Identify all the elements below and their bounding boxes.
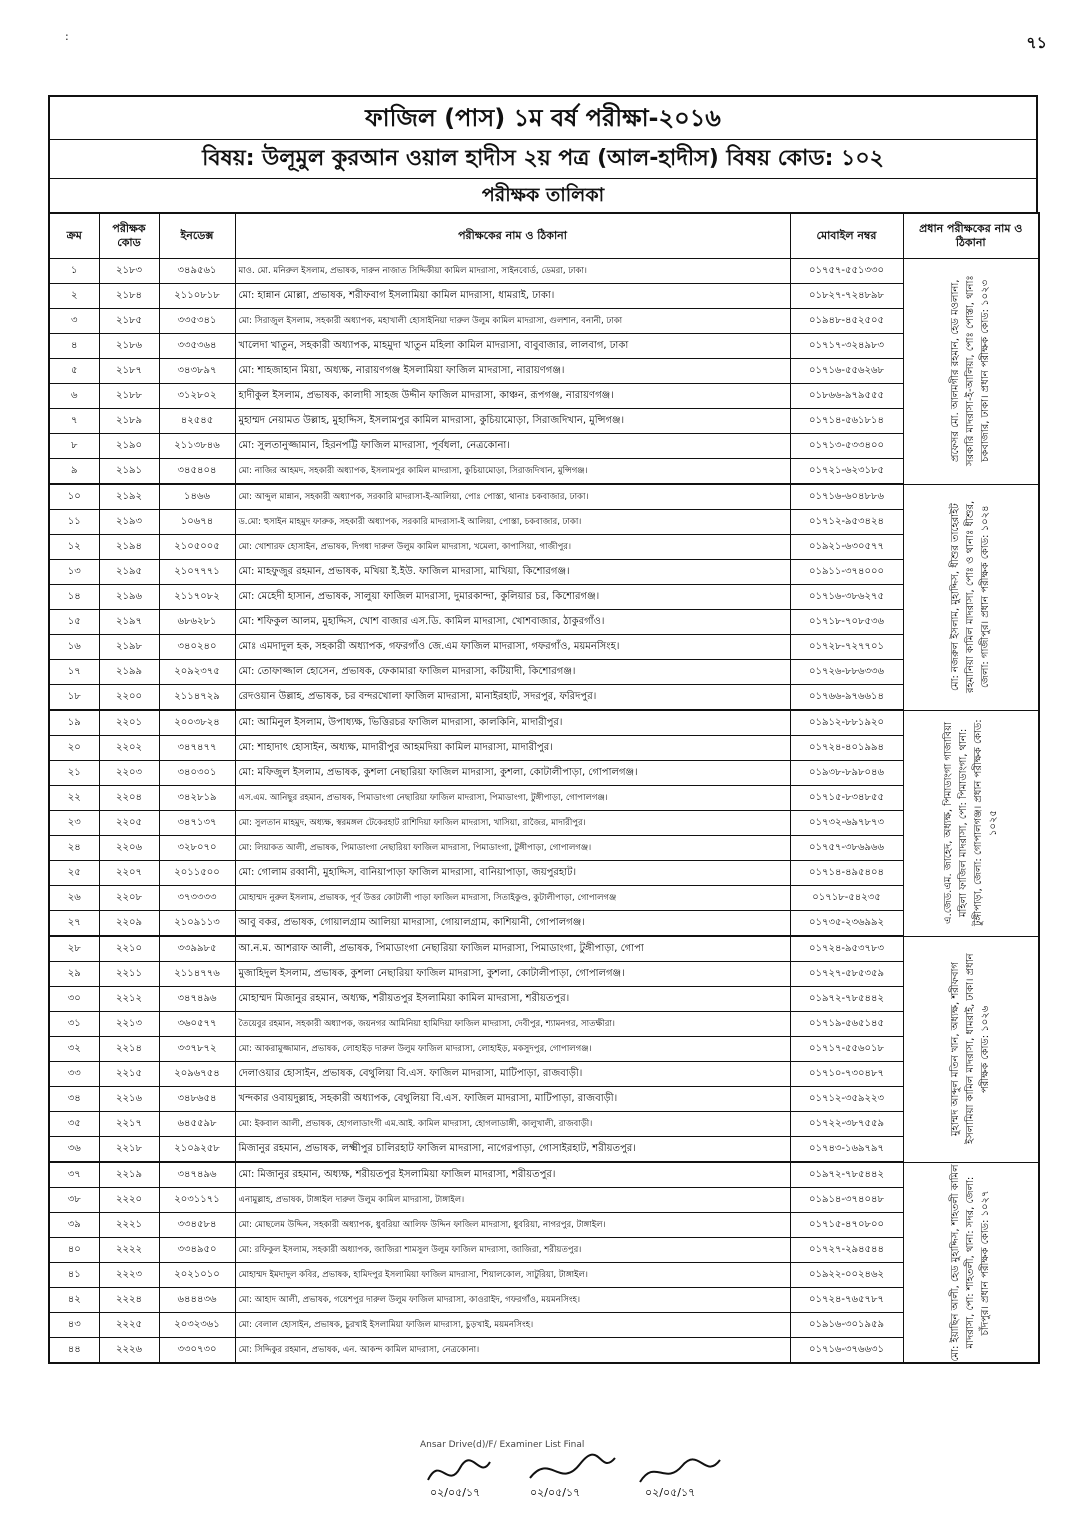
- cell-name-address: মো: শফিকুল আলম, মুহাদ্দিস, খোশ বাজার এস.ডি. কামিল মাদরাসা, খোশবাজার, ঠাকুরগাঁও।: [235, 610, 790, 635]
- signature-date-3: ০২/০৫/১৭: [645, 1486, 696, 1499]
- cell-serial: ২০: [49, 736, 99, 761]
- table-row: [49, 510, 1039, 535]
- cell-mobile: ০১৭৩২-৬৯৭৮৭৩: [790, 811, 903, 836]
- cell-serial: ৩১: [49, 1012, 99, 1037]
- exam-title: ফাজিল (পাস) ১ম বর্ষ পরীক্ষা-২০১৬: [50, 97, 1036, 140]
- cell-name-address: মো: সুলতান মাহমুদ, অধ্যক্ষ, স্বরমঙ্গল টেকেরহাট রাশিদিয়া ফাজিল মাদরাসা, খাসিয়া, রাজৈর, মাদারীপুর।: [235, 811, 790, 836]
- cell-name-address: মো: সিদ্দিকুর রহমান, প্রভাষক, এন. আকন্দ কামিল মাদরাসা, নেত্রকোনা।: [235, 1338, 790, 1364]
- cell-mobile: ০১৭১৮-৫৪২৩৫: [790, 886, 903, 911]
- table-row: [49, 484, 1039, 510]
- table-row: [49, 936, 1039, 962]
- table-row: [49, 836, 1039, 861]
- cell-mobile: ০১৯২২-০০২৪৬২: [790, 1263, 903, 1288]
- table-row: [49, 384, 1039, 409]
- cell-examiner-code: ২২০৯: [99, 911, 159, 937]
- table-row: [49, 811, 1039, 836]
- cell-name-address: দেলাওয়ার হোসাইন, প্রভাষক, বেথুলিয়া বি.এস. ফাজিল মাদরাসা, মাটিপাড়া, রাজবাড়ী।: [235, 1062, 790, 1087]
- cell-index: ২১১৪৭৭৬: [159, 962, 235, 987]
- cell-mobile: ০১৭২২-৩৮৭৫৫৯: [790, 1112, 903, 1137]
- cell-index: ১০৬৭৪: [159, 510, 235, 535]
- cell-serial: ২৩: [49, 811, 99, 836]
- table-row: [49, 710, 1039, 736]
- cell-serial: ১২: [49, 535, 99, 560]
- table-row: [49, 987, 1039, 1012]
- cell-name-address: মো: তোফাজ্জাল হোসেন, প্রভাষক, ফেকামারা ফাজিল মাদরাসা, কটিয়াদী, কিশোরগঞ্জ।: [235, 660, 790, 685]
- head-examiner-text: এ.জেড.এম. জাহেদ, অধ্যক্ষ, পিমাডাংগা গাজাবিয়া মহিলা ফাজিল মাদরাসা, পো: পিমাডাংগা, থানা: টুঙ্গীপাড়া, জেলা: গোপালগঞ্জ। প্রধান পরীক্ষক কোড: ১০২৫: [942, 719, 999, 927]
- cell-name-address: মো: হান্নান মোল্লা, প্রভাষক, শরীফবাগ ইসলামিয়া কামিল মাদরাসা, ধামরাই, ঢাকা।: [235, 284, 790, 309]
- table-row: [49, 409, 1039, 434]
- cell-index: ৩৪৭৪৭৭: [159, 736, 235, 761]
- cell-examiner-code: ২১৮৭: [99, 359, 159, 384]
- table-row: [49, 635, 1039, 660]
- table-row: [49, 434, 1039, 459]
- table-body: [49, 259, 1039, 1364]
- cell-mobile: ০১৯১৪-৩৭৪০৪৮: [790, 1188, 903, 1213]
- cell-serial: ৫: [49, 359, 99, 384]
- cell-name-address: মোহাম্মদ নুরুল ইসলাম, প্রভাষক, পূর্ব উত্তর কোটালী পাড়া ফাজিল মাদরাসা, সিতাইকুণ্ড, কুটালীপাড়া, গোপালগঞ্জ: [235, 886, 790, 911]
- cell-mobile: ০১৭৬৬-৯৭৬৬১৪: [790, 685, 903, 711]
- cell-serial: ২৫: [49, 861, 99, 886]
- table-row: [49, 1288, 1039, 1313]
- cell-serial: ১০: [49, 484, 99, 510]
- cell-mobile: ০১৯৭২-৭৮৫৪৪২: [790, 987, 903, 1012]
- cell-examiner-code: ২২২০: [99, 1188, 159, 1213]
- cell-name-address: মো: নাজির আহমদ, সহকারী অধ্যাপক, ইসলামপুর কামিল মাদরাসা, কুচিয়ামোড়া, সিরাজদিখান, মুন্সিগঞ্জ।: [235, 459, 790, 485]
- cell-name-address: মো: মাহফুজুর রহমান, প্রভাষক, মখিয়া ই.ইউ. ফাজিল মাদরাসা, মাখিয়া, কিশোরগঞ্জ।: [235, 560, 790, 585]
- cell-serial: ৩৪: [49, 1087, 99, 1112]
- cell-mobile: ০১৭৪৩-১৬৯৭৯৭: [790, 1137, 903, 1163]
- cell-serial: ৭: [49, 409, 99, 434]
- cell-serial: ২: [49, 284, 99, 309]
- table-row: [49, 1263, 1039, 1288]
- cell-mobile: ০১৭২১-৬২৩১৮৫: [790, 459, 903, 485]
- cell-index: ২০৩২৩৬১: [159, 1313, 235, 1338]
- cell-index: ৬৮৬২৮১: [159, 610, 235, 635]
- cell-index: ২১১০৮১৮: [159, 284, 235, 309]
- cell-examiner-code: ২২২২: [99, 1238, 159, 1263]
- cell-serial: ১১: [49, 510, 99, 535]
- cell-serial: ৪২: [49, 1288, 99, 1313]
- cell-examiner-code: ২১৮৮: [99, 384, 159, 409]
- signature-date-1: ০২/০৫/১৭: [430, 1486, 481, 1499]
- cell-name-address: এনামুল্লাহ, প্রভাষক, টাঙ্গাইল দারুল উলুম কামিল মাদরাসা, টাঙ্গাইল।: [235, 1188, 790, 1213]
- signature-date-2: ০২/০৫/১৭: [530, 1486, 581, 1499]
- cell-examiner-code: ২২২৪: [99, 1288, 159, 1313]
- cell-examiner-code: ২২১০: [99, 936, 159, 962]
- cell-examiner-code: ২২০৭: [99, 861, 159, 886]
- cell-examiner-code: ২২১৩: [99, 1012, 159, 1037]
- header-index: ইনডেক্স: [159, 213, 235, 259]
- cell-serial: ৩৮: [49, 1188, 99, 1213]
- cell-index: ৩৩৪৫৮৪: [159, 1213, 235, 1238]
- header-name-address: পরীক্ষকের নাম ও ঠিকানা: [235, 213, 790, 259]
- cell-name-address: মো: লিয়াকত আলী, প্রভাষক, পিমাডাংগা নেছারিয়া ফাজিল মাদরাসা, পিমাডাংগা, টুঙ্গীপাড়া, গোপালগঞ্জ।: [235, 836, 790, 861]
- cell-serial: ৪৪: [49, 1338, 99, 1364]
- table-row: [49, 1062, 1039, 1087]
- cell-examiner-code: ২২০৪: [99, 786, 159, 811]
- header-examiner-code: পরীক্ষক কোড: [99, 213, 159, 259]
- cell-name-address: মো: মেহেদী হাসান, প্রভাষক, সালুয়া ফাজিল মাদরাসা, দুমারকান্দা, কুলিয়ার চর, কিশোরগঞ্জ।: [235, 585, 790, 610]
- cell-examiner-code: ২২০০: [99, 685, 159, 711]
- cell-examiner-code: ২২০৬: [99, 836, 159, 861]
- cell-name-address: মো: রফিকুল ইসলাম, সহকারী অধ্যাপক, জাজিরা শামসুল উলুম ফাজিল মাদরাসা, জাজিরা, শরীয়তপুর।: [235, 1238, 790, 1263]
- table-row: [49, 610, 1039, 635]
- cell-mobile: ০১৭২৭-৫৮৫৩৫৯: [790, 962, 903, 987]
- cell-examiner-code: ২২০২: [99, 736, 159, 761]
- cell-examiner-code: ২১৮৪: [99, 284, 159, 309]
- cell-serial: ১৬: [49, 635, 99, 660]
- cell-index: ৩৪৩৮৯৭: [159, 359, 235, 384]
- cell-index: ৬৪৪৪৩৬: [159, 1288, 235, 1313]
- table-row: [49, 685, 1039, 711]
- cell-serial: ২৪: [49, 836, 99, 861]
- cell-examiner-code: ২২১২: [99, 987, 159, 1012]
- cell-name-address: মো: গোলাম রব্বানী, মুহাদ্দিস, বানিয়াপাড়া ফাজিল মাদরাসা, বানিয়াপাড়া, জয়পুরহাট।: [235, 861, 790, 886]
- table-row: [49, 761, 1039, 786]
- footer-note: Ansar Drive(d)/F/ Examiner List Final: [420, 1440, 585, 1450]
- cell-mobile: ০১৭১৫-৮৩৪৮৫৫: [790, 786, 903, 811]
- cell-name-address: মোঃ এমদাদুল হক, সহকারী অধ্যাপক, গফরগাঁও জে.এম ফাজিল মাদরাসা, গফরগাঁও, ময়মনসিংহ।: [235, 635, 790, 660]
- title-box: [48, 95, 1038, 212]
- cell-examiner-code: ২১৯২: [99, 484, 159, 510]
- cell-examiner-code: ২২০৩: [99, 761, 159, 786]
- cell-index: ৩৩০৭৩০: [159, 1338, 235, 1364]
- subject-line: বিষয়: উলূমুল কুরআন ওয়াল হাদীস ২য় পত্র (আল-হাদীস) বিষয় কোড: ১০২: [50, 140, 1036, 179]
- cell-mobile: ০১৯৭২-৭৮৫৪৪২: [790, 1162, 903, 1188]
- cell-examiner-code: ২১৮৩: [99, 259, 159, 284]
- cell-mobile: ০১৭১৬-৩৭৬৬৩১: [790, 1338, 903, 1364]
- cell-index: ৩৪০২৪০: [159, 635, 235, 660]
- cell-serial: ১: [49, 259, 99, 284]
- cell-serial: ৬: [49, 384, 99, 409]
- table-row: [49, 585, 1039, 610]
- table-row: [49, 1112, 1039, 1137]
- cell-serial: ২৮: [49, 936, 99, 962]
- table-row: [49, 309, 1039, 334]
- table-row: [49, 459, 1039, 485]
- cell-index: ৩১২৮০২: [159, 384, 235, 409]
- header-mobile: মোবাইল নম্বর: [790, 213, 903, 259]
- cell-index: ২১১৭০৮২: [159, 585, 235, 610]
- cell-examiner-code: ২১৯১: [99, 459, 159, 485]
- cell-mobile: ০১৭১৪-৪৯৫৪০৪: [790, 861, 903, 886]
- cell-examiner-code: ২১৯৭: [99, 610, 159, 635]
- cell-serial: ৯: [49, 459, 99, 485]
- cell-name-address: মুজাহিদুল ইসলাম, প্রভাষক, কুশলা নেছারিয়া ফাজিল মাদরাসা, কুশলা, কোটালীপাড়া, গোপালগঞ্জ।: [235, 962, 790, 987]
- cell-name-address: খন্দকার ওবায়দুল্লাহ, সহকারী অধ্যাপক, বেথুলিয়া বি.এস. ফাজিল মাদরাসা, মাটিপাড়া, রাজবাড়ী।: [235, 1087, 790, 1112]
- cell-name-address: মিজানুর রহমান, প্রভাষক, লক্ষ্মীপুর চালিরহাট ফাজিল মাদরাসা, নাগেরপাড়া, গোসাইরহাট, শরীয়তপুর।: [235, 1137, 790, 1163]
- cell-serial: ২২: [49, 786, 99, 811]
- signature-2: [530, 1455, 615, 1478]
- cell-index: ৩৩৫৩৪১: [159, 309, 235, 334]
- page-number: ৭১: [1026, 33, 1047, 52]
- table-row: [49, 284, 1039, 309]
- cell-name-address: মো: খোশারফ হোসাইন, প্রভাষক, দিগধা দারুল উলুম কামিল মাদরাসা, খমেলা, কাপাসিয়া, গাজীপুর।: [235, 535, 790, 560]
- cell-examiner-code: ২২১৪: [99, 1037, 159, 1062]
- cell-name-address: আবু বকর, প্রভাষক, গোয়ালগ্রাম আলিয়া মাদরাসা, গোয়ালগ্রাম, কাশিয়ানী, গোপালগঞ্জ।: [235, 911, 790, 937]
- cell-examiner-code: ২১৮৬: [99, 334, 159, 359]
- cell-mobile: ০১৯১২-৮৮১৯২০: [790, 710, 903, 736]
- cell-serial: ৪১: [49, 1263, 99, 1288]
- cell-name-address: মো: আহাদ আলী, প্রভাষক, গয়েশপুর দারুল উলুম ফাজিল মাদরাসা, কাওরাইদ, গফরগাঁও, ময়মনসিংহ।: [235, 1288, 790, 1313]
- cell-index: ২১১৩৮৪৬: [159, 434, 235, 459]
- cell-name-address: মো: সিরাজুল ইসলাম, সহকারী অধ্যাপক, মহাখালী হোসাইনিয়া দারুল উলুম কামিল মাদরাসা, গুলশান, বনানী, ঢাকা: [235, 309, 790, 334]
- cell-examiner-code: ২২২১: [99, 1213, 159, 1238]
- cell-mobile: ০১৭১০-৭৩০৪৮৭: [790, 1062, 903, 1087]
- table-row: [49, 1037, 1039, 1062]
- cell-name-address: মুহাম্মদ নেয়ামত উল্লাহ, মুহাদ্দিস, ইসলামপুর কামিল মাদরাসা, কুচিয়ামোড়া, সিরাজদিখান, মুন্সিগঞ্জ।: [235, 409, 790, 434]
- cell-serial: ৩৩: [49, 1062, 99, 1087]
- cell-index: ২১০৯২৫৮: [159, 1137, 235, 1163]
- head-examiner-text: মুহাম্মদ আব্দুল মতিন খান, অধ্যক্ষ, শরীফবাগ ইসলামিয়া কামিল মাদরাসা, ধামরাই, ঢাকা। প্রধান পরীক্ষক কোড: ১০২৬: [950, 953, 992, 1145]
- head-examiner-cell: [903, 484, 1039, 710]
- cell-name-address: মো: মোছলেম উদ্দিন, সহকারী অধ্যাপক, ধুবরিয়া আলিফ উদ্দিন ফাজিল মাদরাসা, ধুবরিয়া, নাগরপুর, টাঙ্গাইল।: [235, 1213, 790, 1238]
- cell-serial: ৩: [49, 309, 99, 334]
- cell-serial: ১৯: [49, 710, 99, 736]
- cell-name-address: হাদীকুল ইসলাম, প্রভাষক, কালাদী সাহজ উদ্দীন ফাজিল মাদরাসা, কাঞ্চন, রূপগঞ্জ, নারায়ণগঞ্জ।: [235, 384, 790, 409]
- cell-examiner-code: ২২১৮: [99, 1137, 159, 1163]
- cell-mobile: ০১৭১৭-৩২৪৯৮৩: [790, 334, 903, 359]
- cell-index: ২০২১০১০: [159, 1263, 235, 1288]
- cell-serial: ২৯: [49, 962, 99, 987]
- head-examiner-text: মো: নজরুল ইসলাম, মুহাদ্দিস, ধীশুর তাহেরাইট রহমানিয়া কামিল মাদরাসা, পোঃ ও থানাঃ ধীশুর, জেলা: গাজীপুর। প্রধান পরীক্ষক কোড: ১০২৪: [950, 500, 992, 694]
- cell-mobile: ০১৭২৪-৪০১৯৯৪: [790, 736, 903, 761]
- cell-index: ৩৪৫৪০৪: [159, 459, 235, 485]
- cell-name-address: মো: বেলাল হোসাইন, প্রভাষক, চুরখাই ইসলামিয়া ফাজিল মাদরাসা, চুড়খাই, ময়মনসিংহ।: [235, 1313, 790, 1338]
- cell-mobile: ০১৭১২-৩৫৯২২৩: [790, 1087, 903, 1112]
- cell-name-address: মো: শাহাদাৎ হোসাইন, অধ্যক্ষ, মাদারীপুর আহমদিয়া কামিল মাদরাসা, মাদারীপুর।: [235, 736, 790, 761]
- cell-mobile: ০১৭১২-৯৫৩৪২৪: [790, 510, 903, 535]
- cell-mobile: ০১৭৫৭-৫৫১৩৩০: [790, 259, 903, 284]
- cell-name-address: তৈয়েবুর রহমান, সহকারী অধ্যাপক, জয়নগর আমিনিয়া হামিদিয়া ফাজিল মাদরাসা, দেবীপুর, শ্যামনগর, সাতক্ষীরা।: [235, 1012, 790, 1037]
- cell-serial: ১৪: [49, 585, 99, 610]
- cell-index: ৩৪২৮১৯: [159, 786, 235, 811]
- cell-examiner-code: ২২১৬: [99, 1087, 159, 1112]
- cell-mobile: ০১৭৫৭-৩৮৬৯৬৬: [790, 836, 903, 861]
- cell-index: ২১০৭৭৭১: [159, 560, 235, 585]
- cell-mobile: ০১৭১৭-৫৫৬০১৮: [790, 1037, 903, 1062]
- cell-name-address: খালেদা খাতুন, সহকারী অধ্যাপক, মাহমুদা খাতুন মহিলা কামিল মাদরাসা, বাবুবাজার, লালবাগ, ঢাকা: [235, 334, 790, 359]
- cell-index: ২০৯৬৭৫৪: [159, 1062, 235, 1087]
- signatures: [420, 1450, 750, 1500]
- cell-index: ৩৩৯৯৮৫: [159, 936, 235, 962]
- cell-examiner-code: ২২০১: [99, 710, 159, 736]
- cell-examiner-code: ২১৮৯: [99, 409, 159, 434]
- cell-examiner-code: ২২০৫: [99, 811, 159, 836]
- cell-index: ১৪৬৬: [159, 484, 235, 510]
- scan-mark: :: [65, 30, 69, 43]
- cell-mobile: ০১৯১১-৩৭৪০০০: [790, 560, 903, 585]
- cell-serial: ২৭: [49, 911, 99, 937]
- cell-name-address: মোহাম্মদ মিজানুর রহমান, অধ্যক্ষ, শরীয়তপুর ইসলামিয়া কামিল মাদরাসা, শরীয়তপুর।: [235, 987, 790, 1012]
- cell-mobile: ০১৭১৯-৫৬৫১৪৫: [790, 1012, 903, 1037]
- cell-serial: ৪: [49, 334, 99, 359]
- cell-index: ৩৭৩৩৩৩: [159, 886, 235, 911]
- cell-name-address: মো: ইকবাল আলী, প্রভাষক, হোগলাডাংগী এম.আই. কামিল মাদরাসা, হোগলাডাঙ্গী, কালুখালী, রাজবাড়ী।: [235, 1112, 790, 1137]
- cell-index: ৩৩৪৯৫০: [159, 1238, 235, 1263]
- examiner-table: [48, 212, 1040, 1364]
- table-row: [49, 560, 1039, 585]
- cell-examiner-code: ২২২৬: [99, 1338, 159, 1364]
- signature-1: [428, 1460, 490, 1480]
- cell-index: ৩২৮০৭০: [159, 836, 235, 861]
- cell-name-address: মো: আকরামুজ্জামান, প্রভাষক, লোহাইড় দারুল উলুম ফাজিল মাদরাসা, লোহাইড়, মকসুদপুর, গোপালগঞ্জ।: [235, 1037, 790, 1062]
- cell-name-address: মো: সুলতানুজ্জামান, হিরনপট্টি ফাজিল মাদরাসা, পূর্বধলা, নেত্রকোনা।: [235, 434, 790, 459]
- head-examiner-cell: [903, 259, 1039, 485]
- cell-examiner-code: ২২২৫: [99, 1313, 159, 1338]
- cell-examiner-code: ২২১৭: [99, 1112, 159, 1137]
- cell-examiner-code: ২১৯০: [99, 434, 159, 459]
- cell-mobile: ০১৭২৪-৯৫৩৭৮৩: [790, 936, 903, 962]
- cell-serial: ৩২: [49, 1037, 99, 1062]
- cell-examiner-code: ২১৯৫: [99, 560, 159, 585]
- cell-name-address: মো: শাহজাহান মিয়া, অধ্যক্ষ, নারায়ণগঞ্জ ইসলামিয়া ফাজিল মাদরাসা, নারায়ণগঞ্জ।: [235, 359, 790, 384]
- cell-serial: ১৫: [49, 610, 99, 635]
- cell-name-address: মো: আমিনুল ইসলাম, উপাধ্যক্ষ, ভিত্তিরচর ফাজিল মাদরাসা, কালকিনি, মাদারীপুর।: [235, 710, 790, 736]
- cell-serial: ২১: [49, 761, 99, 786]
- cell-name-address: মো: আব্দুল মান্নান, সহকারী অধ্যাপক, সরকারি মাদরাসা-ই-আলিয়া, পোঃ পোস্তা, থানাঃ চকবাজার, ঢাকা।: [235, 484, 790, 510]
- list-title: পরীক্ষক তালিকা: [481, 184, 605, 206]
- table-row: [49, 1188, 1039, 1213]
- table-row: [49, 1338, 1039, 1364]
- table-row: [49, 886, 1039, 911]
- cell-serial: ৪০: [49, 1238, 99, 1263]
- cell-examiner-code: ২১৯৪: [99, 535, 159, 560]
- cell-examiner-code: ২২১১: [99, 962, 159, 987]
- cell-mobile: ০১৭২৮-৭২৭৭০১: [790, 635, 903, 660]
- cell-mobile: ০১৭২৪-৭৬৫৭৮৭: [790, 1288, 903, 1313]
- cell-mobile: ০১৭১৬-৩৮৬২৭৫: [790, 585, 903, 610]
- table-row: [49, 1213, 1039, 1238]
- table-row: [49, 259, 1039, 284]
- table-row: [49, 535, 1039, 560]
- cell-mobile: ০১৯১৬-৩০১৯৫৯: [790, 1313, 903, 1338]
- cell-index: ২১০৫০০৫: [159, 535, 235, 560]
- cell-serial: ২৬: [49, 886, 99, 911]
- cell-mobile: ০১৭১৫-৪৭০৮০০: [790, 1213, 903, 1238]
- cell-index: ২০৩১১৭১: [159, 1188, 235, 1213]
- cell-mobile: ০১৮২৭-৭২৪৮৯৮: [790, 284, 903, 309]
- cell-serial: ৩০: [49, 987, 99, 1012]
- cell-name-address: ড.মো: হুসাইন মাহমুদ ফারুক, সহকারী অধ্যাপক, সরকারি মাদরাসা-ই আলিয়া, পোস্তা, চকবাজার, ঢাকা।: [235, 510, 790, 535]
- cell-examiner-code: ২১৯৩: [99, 510, 159, 535]
- head-examiner-text: মো: ইয়াছিন আলী, হেড মুহাদ্দিস, শাহতলী কামিল মাদরাসা, পো: শাহতলী, থানা: সদর, জেলা: চাঁদপুর। প্রধান পরীক্ষক কোড: ১০২৭: [950, 1163, 992, 1361]
- cell-serial: ৩৭: [49, 1162, 99, 1188]
- cell-serial: ৩৬: [49, 1137, 99, 1163]
- cell-examiner-code: ২১৯৬: [99, 585, 159, 610]
- table-row: [49, 736, 1039, 761]
- cell-mobile: ০১৭২৬-৮৮৬৩৩৬: [790, 660, 903, 685]
- cell-name-address: মোহাম্মদ ইমদাদুল কবির, প্রভাষক, হামিদপুর ইসলামিয়া ফাজিল মাদরাসা, শিয়ালকোল, সাটুরিয়া, টাঙ্গাইল।: [235, 1263, 790, 1288]
- table-row: [49, 786, 1039, 811]
- cell-name-address: মাও. মো. মনিরুল ইসলাম, প্রভাষক, দারুন নাজাত সিদ্দিকীয়া কামিল মাদরাসা, সাইনবোর্ড, ডেমরা, ঢাকা।: [235, 259, 790, 284]
- header-head-examiner: প্রধান পরীক্ষকের নাম ও ঠিকানা: [903, 213, 1039, 259]
- cell-examiner-code: ২২১৫: [99, 1062, 159, 1087]
- head-examiner-cell: [903, 936, 1039, 1162]
- cell-examiner-code: ২২২৩: [99, 1263, 159, 1288]
- cell-index: ৩৪৭৪৯৬: [159, 987, 235, 1012]
- cell-serial: ৪৩: [49, 1313, 99, 1338]
- cell-serial: ৩৯: [49, 1213, 99, 1238]
- cell-serial: ১৮: [49, 685, 99, 711]
- cell-examiner-code: ২১৯৯: [99, 660, 159, 685]
- cell-mobile: ০১৭৩৫-২৩৬৯৯২: [790, 911, 903, 937]
- cell-serial: ১৭: [49, 660, 99, 685]
- table-row: [49, 962, 1039, 987]
- cell-serial: ১৩: [49, 560, 99, 585]
- cell-serial: ৮: [49, 434, 99, 459]
- table-row: [49, 1087, 1039, 1112]
- cell-mobile: ০১৭১৮-৭০৮৫৩৬: [790, 610, 903, 635]
- cell-mobile: ০১৭১৬-৫৫৬২৬৮: [790, 359, 903, 384]
- cell-mobile: ০১৭২৭-২৯৪৫৪৪: [790, 1238, 903, 1263]
- cell-index: ৩৪০৩০১: [159, 761, 235, 786]
- cell-index: ৩৩৫৩৬৪: [159, 334, 235, 359]
- cell-index: ২০৯২৩৭৫: [159, 660, 235, 685]
- cell-index: ৩৪৭১৩৭: [159, 811, 235, 836]
- head-examiner-text: প্রফেসর মো. আলমগীর রহমান, হেড মওলানা, সরকারি মাদরাসা-ই-আলিয়া, পোঃ পোস্তা, থানাঃ চকবাজার, ঢাকা। প্রধান পরীক্ষক কোড: ১০২৩: [950, 275, 992, 467]
- table-row: [49, 1012, 1039, 1037]
- head-examiner-cell: [903, 1162, 1039, 1363]
- table-row: [49, 660, 1039, 685]
- cell-name-address: রেদওয়ান উল্লাহ, প্রভাষক, চর বন্দরখোলা ফাজিল মাদরাসা, মানাইরহাট, সদরপুর, ফরিদপুর।: [235, 685, 790, 711]
- table-row: [49, 911, 1039, 937]
- cell-name-address: মো: মিজানুর রহমান, অধ্যক্ষ, শরীয়তপুর ইসলামিয়া ফাজিল মাদরাসা, শরীয়তপুর।: [235, 1162, 790, 1188]
- table-row: [49, 359, 1039, 384]
- header-serial: ক্রম: [49, 213, 99, 259]
- cell-serial: ৩৫: [49, 1112, 99, 1137]
- cell-examiner-code: ২১৯৮: [99, 635, 159, 660]
- cell-mobile: ০১৯২১-৬৩০৫৭৭: [790, 535, 903, 560]
- footer: [420, 1440, 750, 1500]
- cell-mobile: ০১৯৪৮-৪৫২৫০৫: [790, 309, 903, 334]
- cell-mobile: ০১৮৬৬-৯৭৯৫৫৫: [790, 384, 903, 409]
- table-row: [49, 334, 1039, 359]
- cell-examiner-code: ২১৮৫: [99, 309, 159, 334]
- cell-name-address: এস.এম. আনিছুর রহমান, প্রভাষক, পিমাডাংগা নেছারিয়া ফাজিল মাদরাসা, পিমাডাংগা, টুঙ্গীপাড়া, গোপালগঞ্জ।: [235, 786, 790, 811]
- cell-name-address: মো: মফিজুল ইসলাম, প্রভাষক, কুশলা নেছারিয়া ফাজিল মাদরাসা, কুশলা, কোটালীপাড়া, গোপালগঞ্জ।: [235, 761, 790, 786]
- head-examiner-cell: [903, 710, 1039, 936]
- cell-index: ৩৬০৫৭৭: [159, 1012, 235, 1037]
- table-row: [49, 1238, 1039, 1263]
- examiner-document: [48, 95, 1038, 1364]
- cell-examiner-code: ২২১৯: [99, 1162, 159, 1188]
- table-row: [49, 1137, 1039, 1163]
- cell-mobile: ০১৭১৪-৫৬১৮১৪: [790, 409, 903, 434]
- cell-index: ২১১৪৭২৯: [159, 685, 235, 711]
- signature-3: [640, 1459, 720, 1482]
- cell-index: ৪২৫৪৫: [159, 409, 235, 434]
- cell-index: ৬৪৫৫৯৮: [159, 1112, 235, 1137]
- cell-index: ৩৪৯৫৬১: [159, 259, 235, 284]
- table-row: [49, 1162, 1039, 1188]
- cell-name-address: আ.ন.ম. আশরাফ আলী, প্রভাষক, পিমাডাংগা নেছারিয়া ফাজিল মাদরাসা, পিমাডাংগা, টুঙ্গীপাড়া, গোপা: [235, 936, 790, 962]
- cell-index: ৩৩৭৮৭২: [159, 1037, 235, 1062]
- cell-index: ৩৪৮৬৫৪: [159, 1087, 235, 1112]
- cell-mobile: ০১৯৩৮-৮৯৮০৪৬: [790, 761, 903, 786]
- cell-mobile: ০১৭১৬-৬০৪৮৮৬: [790, 484, 903, 510]
- cell-index: ২০১১৫০০: [159, 861, 235, 886]
- cell-index: ২১০৯১১৩: [159, 911, 235, 937]
- cell-mobile: ০১৭১৩-৫৩৩৪০০: [790, 434, 903, 459]
- cell-index: ২০০৩৮২৪: [159, 710, 235, 736]
- table-row: [49, 861, 1039, 886]
- table-header-row: [49, 213, 1039, 259]
- cell-index: ৩৪৭৪৯৬: [159, 1162, 235, 1188]
- table-row: [49, 1313, 1039, 1338]
- cell-examiner-code: ২২০৮: [99, 886, 159, 911]
